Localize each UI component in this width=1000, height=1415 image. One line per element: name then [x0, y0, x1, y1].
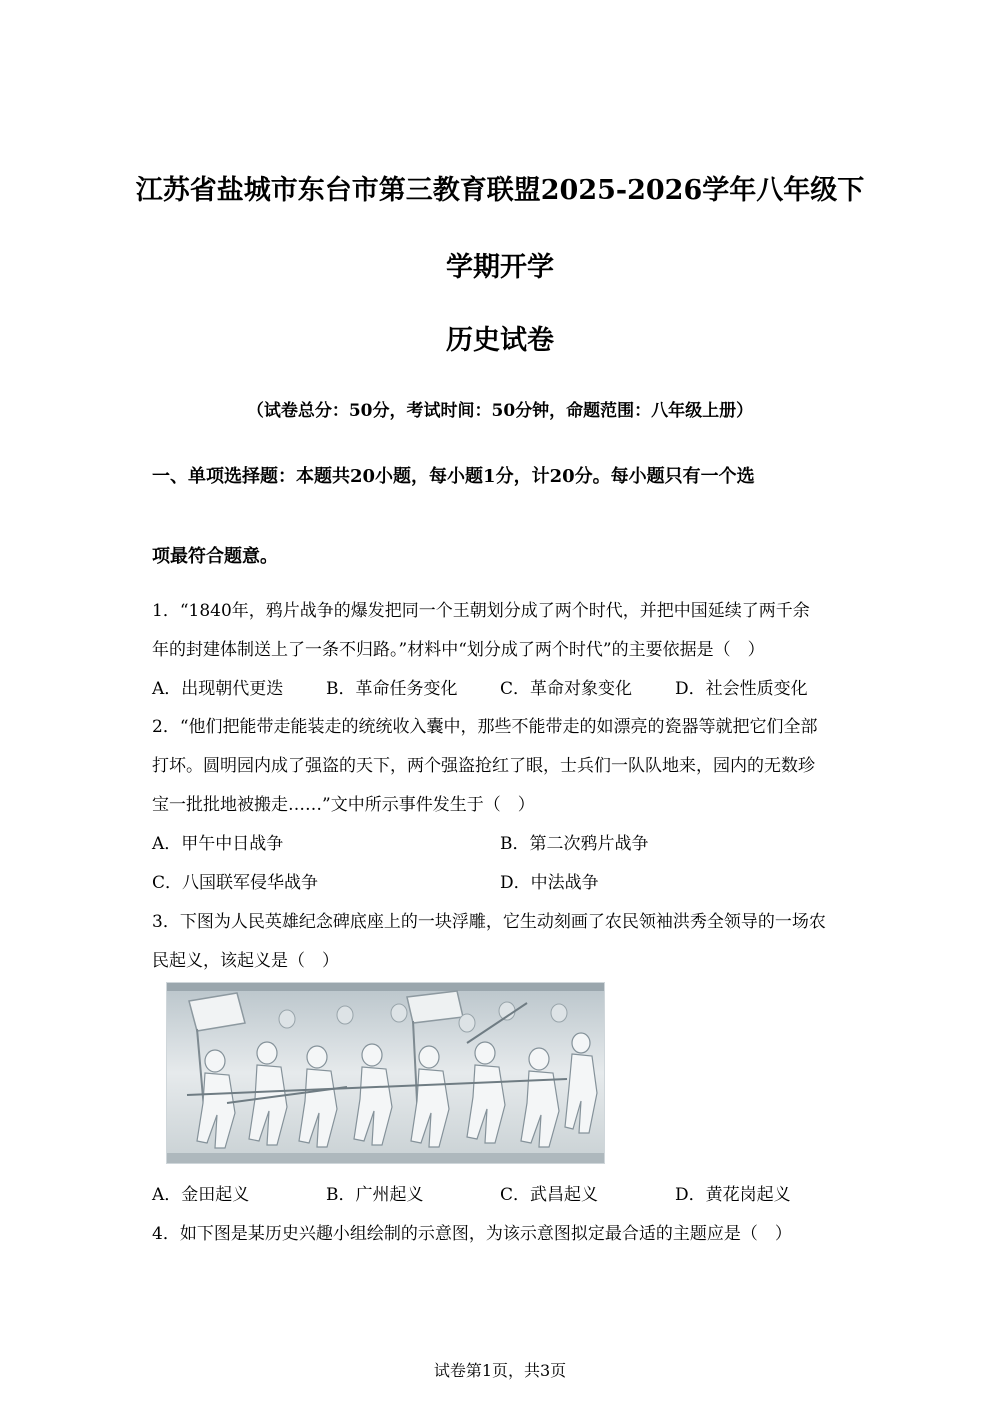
section-heading-line2: 项最符合题意。	[152, 546, 278, 567]
question-1-option-c: C．革命对象变化	[500, 679, 633, 699]
exam-subtitle: （试卷总分：50分，考试时间：50分钟，命题范围：八年级上册）	[246, 401, 754, 421]
question-2-option-c: C．八国联军侵华战争	[152, 873, 319, 893]
question-3-line2: 民起义，该起义是（ ）	[152, 951, 339, 971]
question-2-line1: 2．“他们把能带走能装走的统统收入囊中，那些不能带走的如漂亮的瓷器等就把它们全部	[152, 717, 818, 737]
question-3-option-c: C．武昌起义	[500, 1185, 599, 1205]
exam-title-line3: 历史试卷	[446, 325, 554, 356]
page-footer: 试卷第1页，共3页	[433, 1361, 567, 1380]
question-2-line3: 宝一批批地被搬走……”文中所示事件发生于（ ）	[152, 795, 535, 815]
question-1-line2: 年的封建体制送上了一条不归路。”材料中“划分成了两个时代”的主要依据是（ ）	[152, 640, 765, 660]
question-2-option-a: A．甲午中日战争	[152, 834, 284, 854]
exam-title-line1: 江苏省盐城市东台市第三教育联盟2025-2026学年八年级下	[135, 175, 865, 206]
section-heading-line1: 一、单项选择题：本题共20小题，每小题1分，计20分。每小题只有一个选	[152, 466, 755, 487]
question-1-option-b: B．革命任务变化	[326, 679, 458, 699]
question-2-option-b: B．第二次鸦片战争	[500, 834, 649, 854]
question-3-option-d: D．黄花岗起义	[675, 1185, 791, 1205]
exam-title-line2: 学期开学	[446, 252, 554, 283]
question-3-line1: 3．下图为人民英雄纪念碑底座上的一块浮雕，它生动刻画了农民领袖洪秀全领导的一场农	[152, 912, 826, 932]
question-1-option-a: A．出现朝代更迭	[152, 679, 284, 699]
question-2-line2: 打坏。圆明园内成了强盗的天下，两个强盗抢红了眼，士兵们一队队地来，园内的无数珍	[152, 756, 815, 776]
question-1-option-d: D．社会性质变化	[675, 679, 808, 699]
question-4-line1: 4．如下图是某历史兴趣小组绘制的示意图，为该示意图拟定最合适的主题应是（ ）	[152, 1224, 792, 1244]
question-3-option-b: B．广州起义	[326, 1185, 424, 1205]
relief-sculpture-drawing	[167, 983, 604, 1163]
question-1-line1: 1．“1840年，鸦片战争的爆发把同一个王朝划分成了两个时代，并把中国延续了两千余	[152, 601, 810, 621]
question-2-option-d: D．中法战争	[500, 873, 599, 893]
relief-sculpture-image	[166, 982, 605, 1164]
question-3-option-a: A．金田起义	[152, 1185, 250, 1205]
